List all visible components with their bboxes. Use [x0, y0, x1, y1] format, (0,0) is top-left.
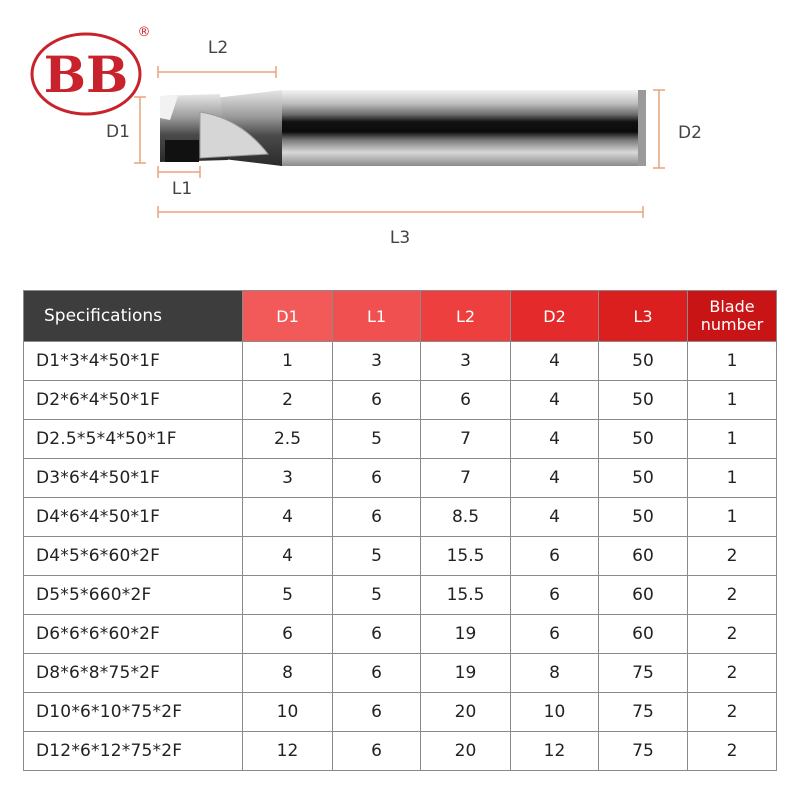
cell-l1: 6 — [333, 654, 421, 693]
cell-spec: D2*6*4*50*1F — [24, 381, 243, 420]
dim-label-l2: L2 — [207, 38, 229, 58]
table-row — [24, 576, 777, 615]
cell-l3: 75 — [599, 654, 688, 693]
cell-d1: 12 — [243, 732, 333, 771]
cell-l1: 6 — [333, 381, 421, 420]
cell-blade: 1 — [688, 381, 777, 420]
cell-l1: 5 — [333, 537, 421, 576]
cell-d2: 6 — [511, 576, 599, 615]
cell-d2: 4 — [511, 381, 599, 420]
cell-d1: 3 — [243, 459, 333, 498]
cell-d2: 6 — [511, 537, 599, 576]
cell-blade: 1 — [688, 459, 777, 498]
cell-d2: 6 — [511, 615, 599, 654]
table-body — [24, 342, 777, 771]
cell-d2: 10 — [511, 693, 599, 732]
cell-d2: 4 — [511, 459, 599, 498]
cell-l3: 60 — [599, 576, 688, 615]
header-l2: L2 — [421, 291, 511, 342]
table-row — [24, 498, 777, 537]
cell-spec: D3*6*4*50*1F — [24, 459, 243, 498]
cell-d2: 4 — [511, 498, 599, 537]
tool-diagram — [0, 0, 800, 270]
cell-blade: 2 — [688, 654, 777, 693]
cell-l3: 60 — [599, 615, 688, 654]
registered-mark: ® — [137, 25, 151, 40]
cell-l3: 50 — [599, 342, 688, 381]
cell-d1: 2.5 — [243, 420, 333, 459]
cell-l2: 19 — [421, 654, 511, 693]
table-row — [24, 459, 777, 498]
cell-spec: D4*6*4*50*1F — [24, 498, 243, 537]
cell-blade: 1 — [688, 342, 777, 381]
dim-label-l3: L3 — [389, 228, 411, 248]
table-row — [24, 420, 777, 459]
header-l1: L1 — [333, 291, 421, 342]
cell-blade: 2 — [688, 693, 777, 732]
cell-blade: 2 — [688, 615, 777, 654]
cell-l2: 3 — [421, 342, 511, 381]
cell-spec: D6*6*6*60*2F — [24, 615, 243, 654]
cell-l2: 7 — [421, 459, 511, 498]
cell-l2: 20 — [421, 732, 511, 771]
cell-l1: 6 — [333, 615, 421, 654]
header-blade-line1: Blade — [709, 297, 755, 316]
cell-blade: 1 — [688, 498, 777, 537]
cell-l2: 15.5 — [421, 576, 511, 615]
header-d2: D2 — [511, 291, 599, 342]
cell-d2: 12 — [511, 732, 599, 771]
header-blade-number — [688, 291, 777, 342]
cell-l3: 75 — [599, 693, 688, 732]
cell-l3: 50 — [599, 459, 688, 498]
cell-l1: 6 — [333, 693, 421, 732]
header-l3: L3 — [599, 291, 688, 342]
table-row — [24, 381, 777, 420]
cell-d2: 4 — [511, 420, 599, 459]
cell-l1: 6 — [333, 459, 421, 498]
specifications-table — [23, 290, 777, 771]
cell-d1: 1 — [243, 342, 333, 381]
cell-l3: 75 — [599, 732, 688, 771]
dim-label-d2: D2 — [678, 123, 702, 143]
cell-l2: 19 — [421, 615, 511, 654]
cell-l3: 60 — [599, 537, 688, 576]
cell-spec: D10*6*10*75*2F — [24, 693, 243, 732]
table-row — [24, 342, 777, 381]
cell-d1: 2 — [243, 381, 333, 420]
cell-d2: 4 — [511, 342, 599, 381]
cell-d1: 4 — [243, 537, 333, 576]
cell-blade: 2 — [688, 576, 777, 615]
cell-spec: D12*6*12*75*2F — [24, 732, 243, 771]
table-row — [24, 693, 777, 732]
header-d1: D1 — [243, 291, 333, 342]
cell-l1: 6 — [333, 498, 421, 537]
dim-label-l1: L1 — [171, 179, 193, 199]
cell-l3: 50 — [599, 420, 688, 459]
cell-blade: 2 — [688, 537, 777, 576]
cell-l1: 5 — [333, 576, 421, 615]
cell-l2: 6 — [421, 381, 511, 420]
table-header-row — [24, 291, 777, 342]
table-row — [24, 654, 777, 693]
cell-l1: 6 — [333, 732, 421, 771]
cell-l2: 7 — [421, 420, 511, 459]
cell-l3: 50 — [599, 498, 688, 537]
cell-d2: 8 — [511, 654, 599, 693]
cell-l1: 5 — [333, 420, 421, 459]
cell-spec: D8*6*8*75*2F — [24, 654, 243, 693]
cell-spec: D4*5*6*60*2F — [24, 537, 243, 576]
cell-d1: 6 — [243, 615, 333, 654]
cell-l3: 50 — [599, 381, 688, 420]
table-row — [24, 732, 777, 771]
cell-d1: 10 — [243, 693, 333, 732]
cell-d1: 8 — [243, 654, 333, 693]
tool-shank — [280, 90, 646, 166]
cell-blade: 1 — [688, 420, 777, 459]
cell-spec: D5*5*660*2F — [24, 576, 243, 615]
table-row — [24, 615, 777, 654]
logo-text: BB — [43, 45, 129, 104]
cell-l1: 3 — [333, 342, 421, 381]
dim-label-d1: D1 — [106, 122, 130, 142]
cell-l2: 8.5 — [421, 498, 511, 537]
cell-blade: 2 — [688, 732, 777, 771]
cell-d1: 4 — [243, 498, 333, 537]
cell-d1: 5 — [243, 576, 333, 615]
header-specifications: Specifications — [24, 291, 243, 342]
cell-l2: 15.5 — [421, 537, 511, 576]
header-blade-line2: number — [700, 315, 764, 334]
cell-spec: D2.5*5*4*50*1F — [24, 420, 243, 459]
cell-spec: D1*3*4*50*1F — [24, 342, 243, 381]
table-row — [24, 537, 777, 576]
cell-l2: 20 — [421, 693, 511, 732]
